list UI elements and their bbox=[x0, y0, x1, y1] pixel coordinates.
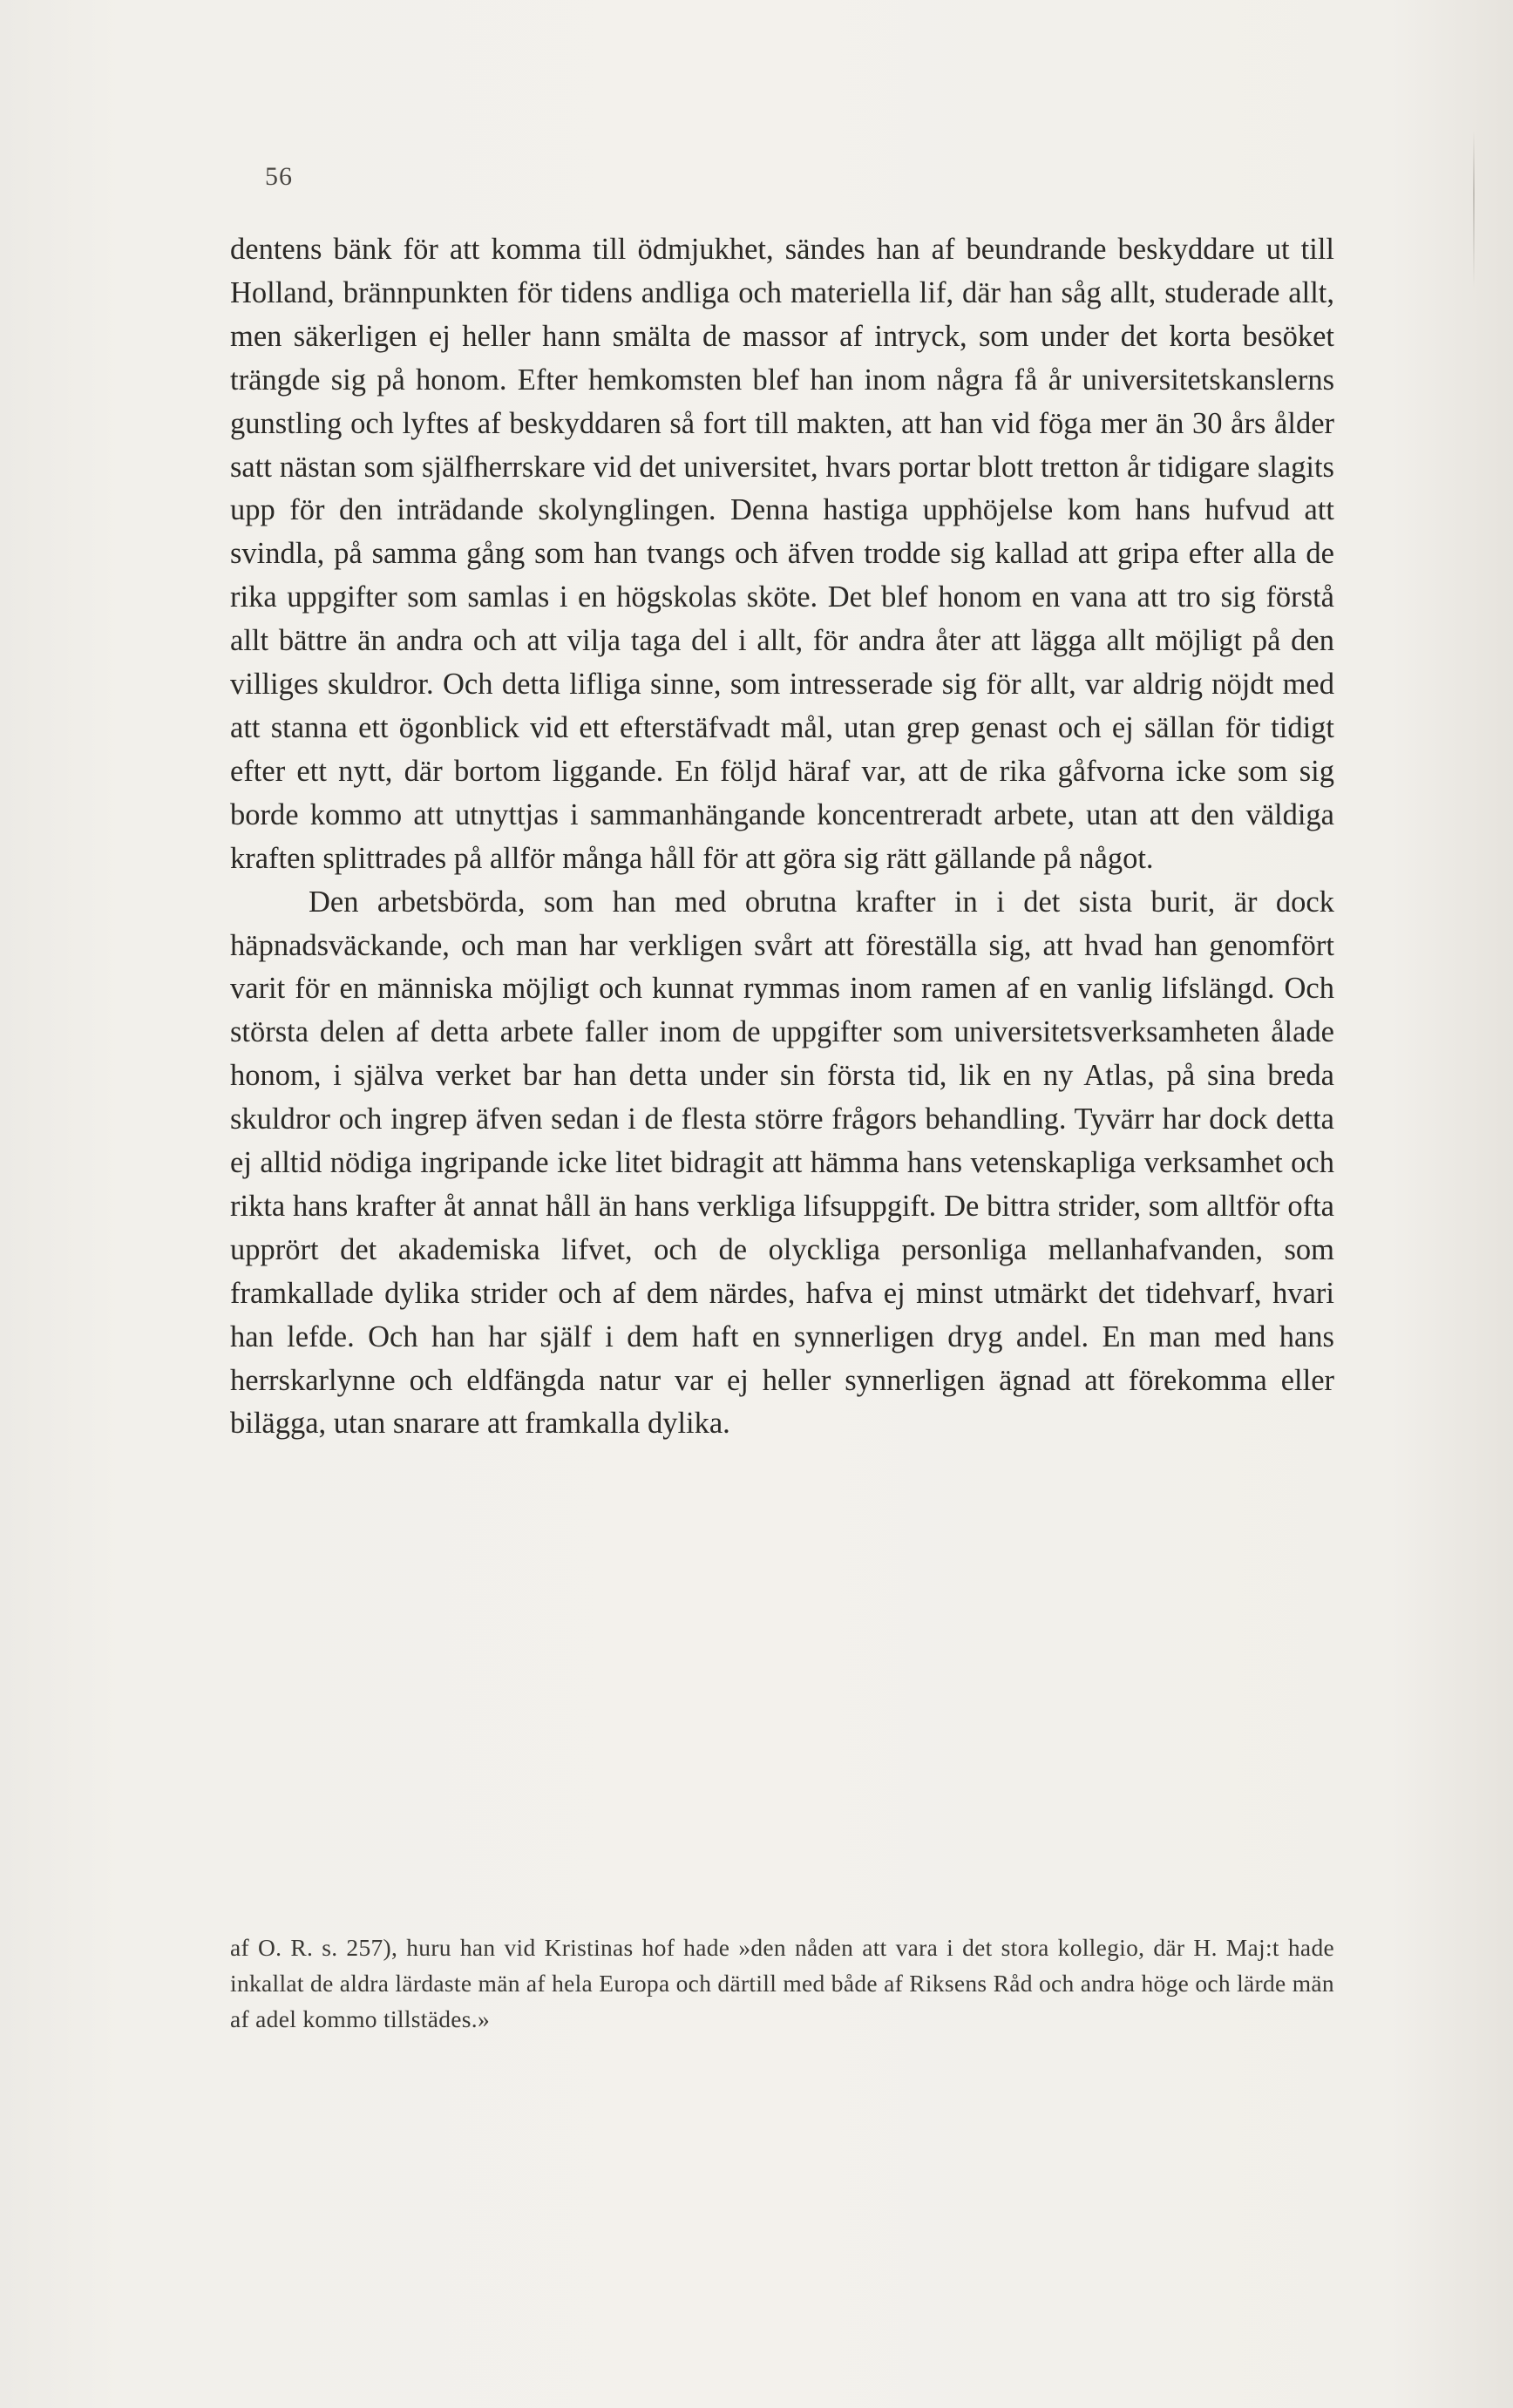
footnote-text: af O. R. s. 257), huru han vid Kristinas hof hade »den nåden att vara i det stora kollegio, där H. Maj:t hade inkallat de aldra lärdaste män af hela Europa och därtill med både af Riksens Råd och andra höge och lärde män af adel kommo tillstädes.» bbox=[230, 1934, 1334, 2032]
page-edge-shadow bbox=[1473, 131, 1475, 288]
body-text bbox=[230, 228, 1334, 1446]
footnote bbox=[230, 1930, 1334, 2037]
paragraph-2: Den arbetsbörda, som han med obrutna krafter in i det sista burit, är dock häpnadsväckande, och man har verkligen svårt att föreställa sig, att hvad han genomfört varit för en människa möjligt och kunnat rymmas inom ramen af en vanlig lifslängd. Och största delen af detta arbete faller inom de uppgifter som universitetsverksamheten ålade honom, i själva verket bar han detta under sin första tid, lik en ny Atlas, på sina breda skuldror och ingrep äfven sedan i de flesta större frågors behandling. Tyvärr har dock detta ej alltid nödiga ingripande icke litet bidragit att hämma hans vetenskapliga verksamhet och rikta hans krafter åt annat håll än hans verkliga lifsuppgift. De bittra strider, som alltför ofta upprört det akademiska lifvet, och de olyckliga personliga mellanhafvanden, som framkallade dylika strider och af dem närdes, hafva ej minst utmärkt det tidehvarf, hvari han lefde. Och han har själf i dem haft en synnerligen dryg andel. En man med hans herrskarlynne och eldfängda natur var ej heller synnerligen ägnad att förekomma eller bilägga, utan snarare att framkalla dylika. bbox=[230, 885, 1334, 1441]
page-number: 56 bbox=[265, 162, 293, 191]
paragraph-1: dentens bänk för att komma till ödmjukhet, sändes han af beundrande beskyddare ut till Holland, brännpunkten för tidens andliga och materiella lif, där han såg allt, studerade allt, men säkerligen ej heller hann smälta de massor af intryck, som under det korta besöket trängde sig på honom. Efter hemkomsten blef han inom några få år universitetskanslerns gunstling och lyftes af beskyddaren så fort till makten, att han vid föga mer än 30 års ålder satt nästan som själfherrskare vid det universitet, hvars portar blott tretton år tidigare slagits upp för den inträdande skolynglingen. Denna hastiga upphöjelse kom hans hufvud att svindla, på samma gång som han tvangs och äfven trodde sig kallad att gripa efter alla de rika uppgifter som samlas i en högskolas sköte. Det blef honom en vana att tro sig förstå allt bättre än andra och att vilja taga del i allt, för andra åter att lägga allt möjligt på den villiges skuldror. Och detta lifliga sinne, som intresserade sig för allt, var aldrig nöjdt med att stanna ett ögonblick vid ett efterstäfvadt mål, utan grep genast och ej sällan för tidigt efter ett nytt, där bortom liggande. En följd häraf var, att de rika gåfvorna icke som sig borde kommo att utnyttjas i sammanhängande koncentreradt arbete, utan att den väldiga kraften splittrades på allför många håll för att göra sig rätt gällande på något. bbox=[230, 233, 1334, 875]
